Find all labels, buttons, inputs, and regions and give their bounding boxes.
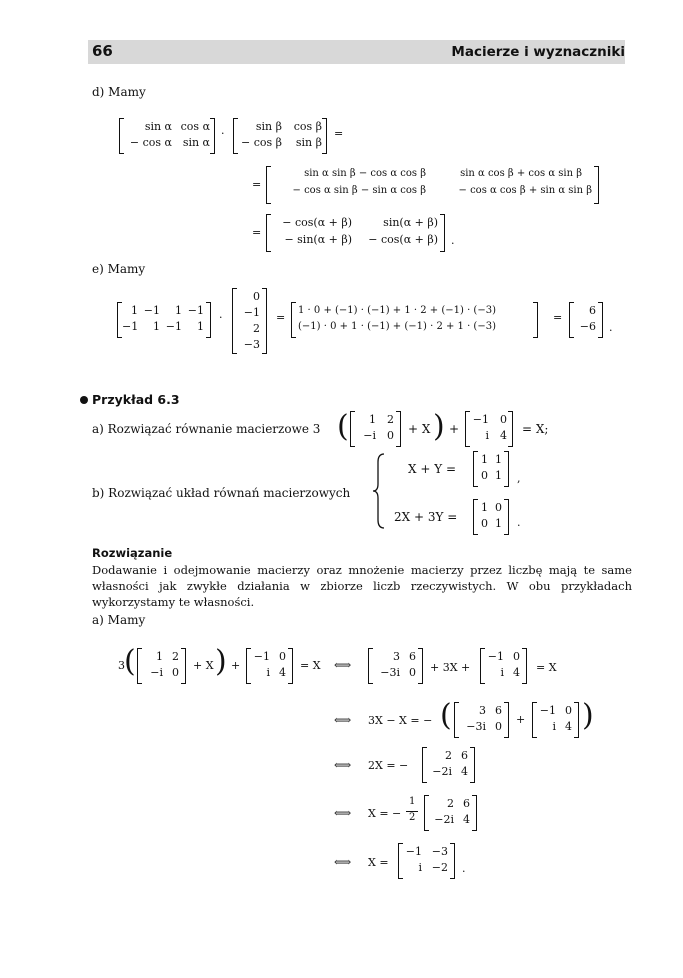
solution-title: Rozwiązanie xyxy=(92,546,173,560)
matrix-cell: 4 xyxy=(513,666,520,679)
matrix-cell: i xyxy=(266,666,270,679)
matrix-cell: 0 xyxy=(279,650,286,663)
matrix-cell: −3i xyxy=(380,666,400,679)
matrix-cell: 4 xyxy=(565,720,572,733)
bracket-right xyxy=(262,288,267,354)
plus-x: + X xyxy=(193,659,214,672)
solution-paragraph: Dodawanie i odejmowanie macierzy oraz mnożenie macierzy przez liczbę mają te same własności jak zwykłe działania w zbiorze liczb rzeczywistych. W obu przykładach wykorzystamy te własności. xyxy=(92,563,632,609)
iff-arrow: ⟺ xyxy=(334,855,352,869)
matrix-cell: − cos(α + β) xyxy=(368,233,438,246)
system-brace xyxy=(372,452,386,530)
equals-sign: = xyxy=(553,311,563,324)
matrix-cell: 6 xyxy=(463,797,470,810)
chapter-title: Macierze i wyznaczniki xyxy=(451,44,625,60)
matrix-cell: −i xyxy=(363,429,376,442)
dot-operator: · xyxy=(219,311,223,324)
matrix-cell: 0 xyxy=(387,429,394,442)
matrix-cell: sin α xyxy=(182,136,210,149)
matrix-cell: 0 xyxy=(172,666,179,679)
matrix-cell: 1 xyxy=(495,453,502,466)
matrix-cell: −1 xyxy=(405,845,422,858)
matrix-cell: sin(α + β) xyxy=(383,216,438,229)
right-paren: ) xyxy=(433,409,445,444)
matrix-cell: − sin(α + β) xyxy=(284,233,352,246)
matrix-cell: −1 xyxy=(187,304,204,317)
matrix-cell: 6 xyxy=(461,749,468,762)
period: . xyxy=(462,862,466,875)
bracket-right xyxy=(470,747,475,783)
step2-lhs: 3X − X = − xyxy=(368,714,433,727)
example-a-text: a) Rozwiązać równanie macierzowe 3 xyxy=(92,422,321,436)
matrix-cell: 1 xyxy=(175,304,182,317)
equals-x: = X xyxy=(536,661,557,674)
bracket-right xyxy=(396,411,401,447)
matrix-cell: − cos α xyxy=(129,136,172,149)
matrix-cell: i xyxy=(500,666,504,679)
matrix-cell: −3 xyxy=(431,845,448,858)
matrix-cell: 6 xyxy=(495,704,502,717)
plus-x: + X xyxy=(408,422,431,436)
matrix-cell: −2i xyxy=(434,813,454,826)
bracket-right xyxy=(504,702,509,738)
matrix-cell: 1 xyxy=(369,413,376,426)
matrix-cell: 1 xyxy=(131,304,138,317)
fraction-denominator: 2 xyxy=(409,812,416,823)
matrix-cell: sin α xyxy=(144,120,172,133)
matrix-cell: 1 xyxy=(495,517,502,530)
period: . xyxy=(451,234,455,247)
equals-x: = X xyxy=(300,659,321,672)
bracket-right xyxy=(504,499,509,535)
equals-sign: = xyxy=(276,311,286,324)
equation-1-lhs: X + Y = xyxy=(408,462,457,476)
bracket-left xyxy=(291,302,296,338)
matrix-cell: − cos(α + β) xyxy=(282,216,352,229)
matrix-cell: sin β xyxy=(255,120,282,133)
product-row-1: 1 · 0 + (−1) · (−1) + 1 · 2 + (−1) · (−3) xyxy=(298,305,496,316)
equation-2-lhs: 2X + 3Y = xyxy=(394,510,458,524)
matrix-cell: i xyxy=(418,861,422,874)
matrix-cell: −1 xyxy=(539,704,556,717)
product-row-2: (−1) · 0 + 1 · (−1) + (−1) · 2 + 1 · (−3) xyxy=(298,321,496,332)
step5-lhs: X = xyxy=(368,856,389,869)
iff-arrow: ⟺ xyxy=(334,806,352,820)
part-e-label: e) Mamy xyxy=(92,262,146,276)
matrix-cell: 3 xyxy=(393,650,400,663)
matrix-cell: −1 xyxy=(165,320,182,333)
bracket-right xyxy=(508,411,513,447)
iff-arrow: ⟺ xyxy=(334,758,352,772)
matrix-cell: 4 xyxy=(461,765,468,778)
right-paren: ) xyxy=(215,644,227,679)
matrix-cell: − cos β xyxy=(241,136,282,149)
equals-sign: = xyxy=(252,226,262,239)
matrix-cell: 2 xyxy=(387,413,394,426)
matrix-cell: −1 xyxy=(143,304,160,317)
matrix-cell: 3 xyxy=(479,704,486,717)
bracket-right xyxy=(574,702,579,738)
matrix-cell: sin α cos β + cos α sin β xyxy=(460,168,582,179)
bracket-right xyxy=(598,302,603,338)
matrix-cell: sin β xyxy=(295,136,322,149)
bracket-right xyxy=(288,648,293,684)
matrix-cell: −3i xyxy=(466,720,486,733)
matrix-cell: 1 xyxy=(481,501,488,514)
bracket-left xyxy=(266,166,271,204)
matrix-cell: 1 xyxy=(197,320,204,333)
matrix-cell: − cos α cos β + sin α sin β xyxy=(458,185,592,196)
right-paren: ) xyxy=(582,698,594,733)
period: . xyxy=(517,516,521,529)
bracket-right xyxy=(418,648,423,684)
plus-3x: + 3X + xyxy=(430,661,471,674)
matrix-cell: 1 xyxy=(495,469,502,482)
matrix-cell: −2 xyxy=(431,861,448,874)
bracket-right xyxy=(210,118,215,154)
matrix-cell: 1 xyxy=(156,650,163,663)
matrix-cell: 4 xyxy=(500,429,507,442)
period: . xyxy=(609,321,613,334)
matrix-cell: −1 xyxy=(243,306,260,319)
matrix-cell: 0 xyxy=(500,413,507,426)
comma: , xyxy=(517,472,521,485)
matrix-cell: −1 xyxy=(472,413,489,426)
matrix-cell: 0 xyxy=(513,650,520,663)
matrix-cell: 0 xyxy=(409,666,416,679)
bracket-right xyxy=(322,118,327,154)
iff-arrow: ⟺ xyxy=(334,658,352,672)
matrix-cell: −i xyxy=(150,666,163,679)
matrix-cell: 2 xyxy=(445,749,452,762)
bracket-right xyxy=(533,302,538,338)
example-b-text: b) Rozwiązać układ równań macierzowych xyxy=(92,486,351,500)
matrix-cell: 1 xyxy=(481,453,488,466)
matrix-cell: −1 xyxy=(253,650,270,663)
dot-operator: · xyxy=(221,127,225,140)
matrix-cell: 4 xyxy=(279,666,286,679)
bracket-right xyxy=(504,451,509,487)
matrix-cell: i xyxy=(552,720,556,733)
matrix-cell: 0 xyxy=(495,501,502,514)
plus-sign: + xyxy=(231,659,241,672)
equals-x: = X; xyxy=(522,422,549,436)
page-number: 66 xyxy=(92,42,113,60)
matrix-cell: 0 xyxy=(495,720,502,733)
fraction-numerator: 1 xyxy=(409,796,416,807)
bracket-right xyxy=(594,166,599,204)
matrix-cell: cos β xyxy=(293,120,322,133)
matrix-cell: 1 xyxy=(153,320,160,333)
matrix-cell: 0 xyxy=(565,704,572,717)
solution-a-label: a) Mamy xyxy=(92,613,146,627)
equals-sign: = xyxy=(252,178,262,191)
equals-sign: = xyxy=(334,127,344,140)
step4-lhs: X = − xyxy=(368,807,402,820)
step3-lhs: 2X = − xyxy=(368,759,409,772)
matrix-cell: −1 xyxy=(122,320,139,333)
plus-sign: + xyxy=(516,713,526,726)
matrix-cell: − cos α sin β − sin α cos β xyxy=(292,185,426,196)
matrix-cell: sin α sin β − cos α cos β xyxy=(304,168,426,179)
bracket-right xyxy=(472,795,477,831)
plus-sign: + xyxy=(449,422,460,436)
part-d-label: d) Mamy xyxy=(92,85,146,99)
iff-arrow: ⟺ xyxy=(334,713,352,727)
bracket-right xyxy=(206,302,211,338)
matrix-cell: 2 xyxy=(253,322,260,335)
matrix-cell: 2 xyxy=(447,797,454,810)
left-paren: ( xyxy=(124,644,136,679)
matrix-cell: −1 xyxy=(487,650,504,663)
bullet-icon xyxy=(80,396,88,404)
bracket-right xyxy=(450,843,455,879)
matrix-cell: −6 xyxy=(579,320,596,333)
matrix-cell: 0 xyxy=(481,469,488,482)
matrix-cell: 6 xyxy=(409,650,416,663)
matrix-cell: −2i xyxy=(432,765,452,778)
left-paren: ( xyxy=(440,698,452,733)
matrix-cell: 4 xyxy=(463,813,470,826)
bracket-right xyxy=(522,648,527,684)
matrix-cell: 0 xyxy=(253,290,260,303)
example-title: Przykład 6.3 xyxy=(92,392,180,407)
matrix-cell: 0 xyxy=(481,517,488,530)
bracket-right xyxy=(181,648,186,684)
matrix-cell: −3 xyxy=(243,338,260,351)
matrix-cell: 6 xyxy=(589,304,596,317)
scalar-three: 3 xyxy=(118,659,125,672)
matrix-cell: cos α xyxy=(180,120,210,133)
bracket-right xyxy=(440,214,445,252)
left-paren: ( xyxy=(337,409,349,444)
matrix-cell: i xyxy=(485,429,489,442)
matrix-cell: 2 xyxy=(172,650,179,663)
